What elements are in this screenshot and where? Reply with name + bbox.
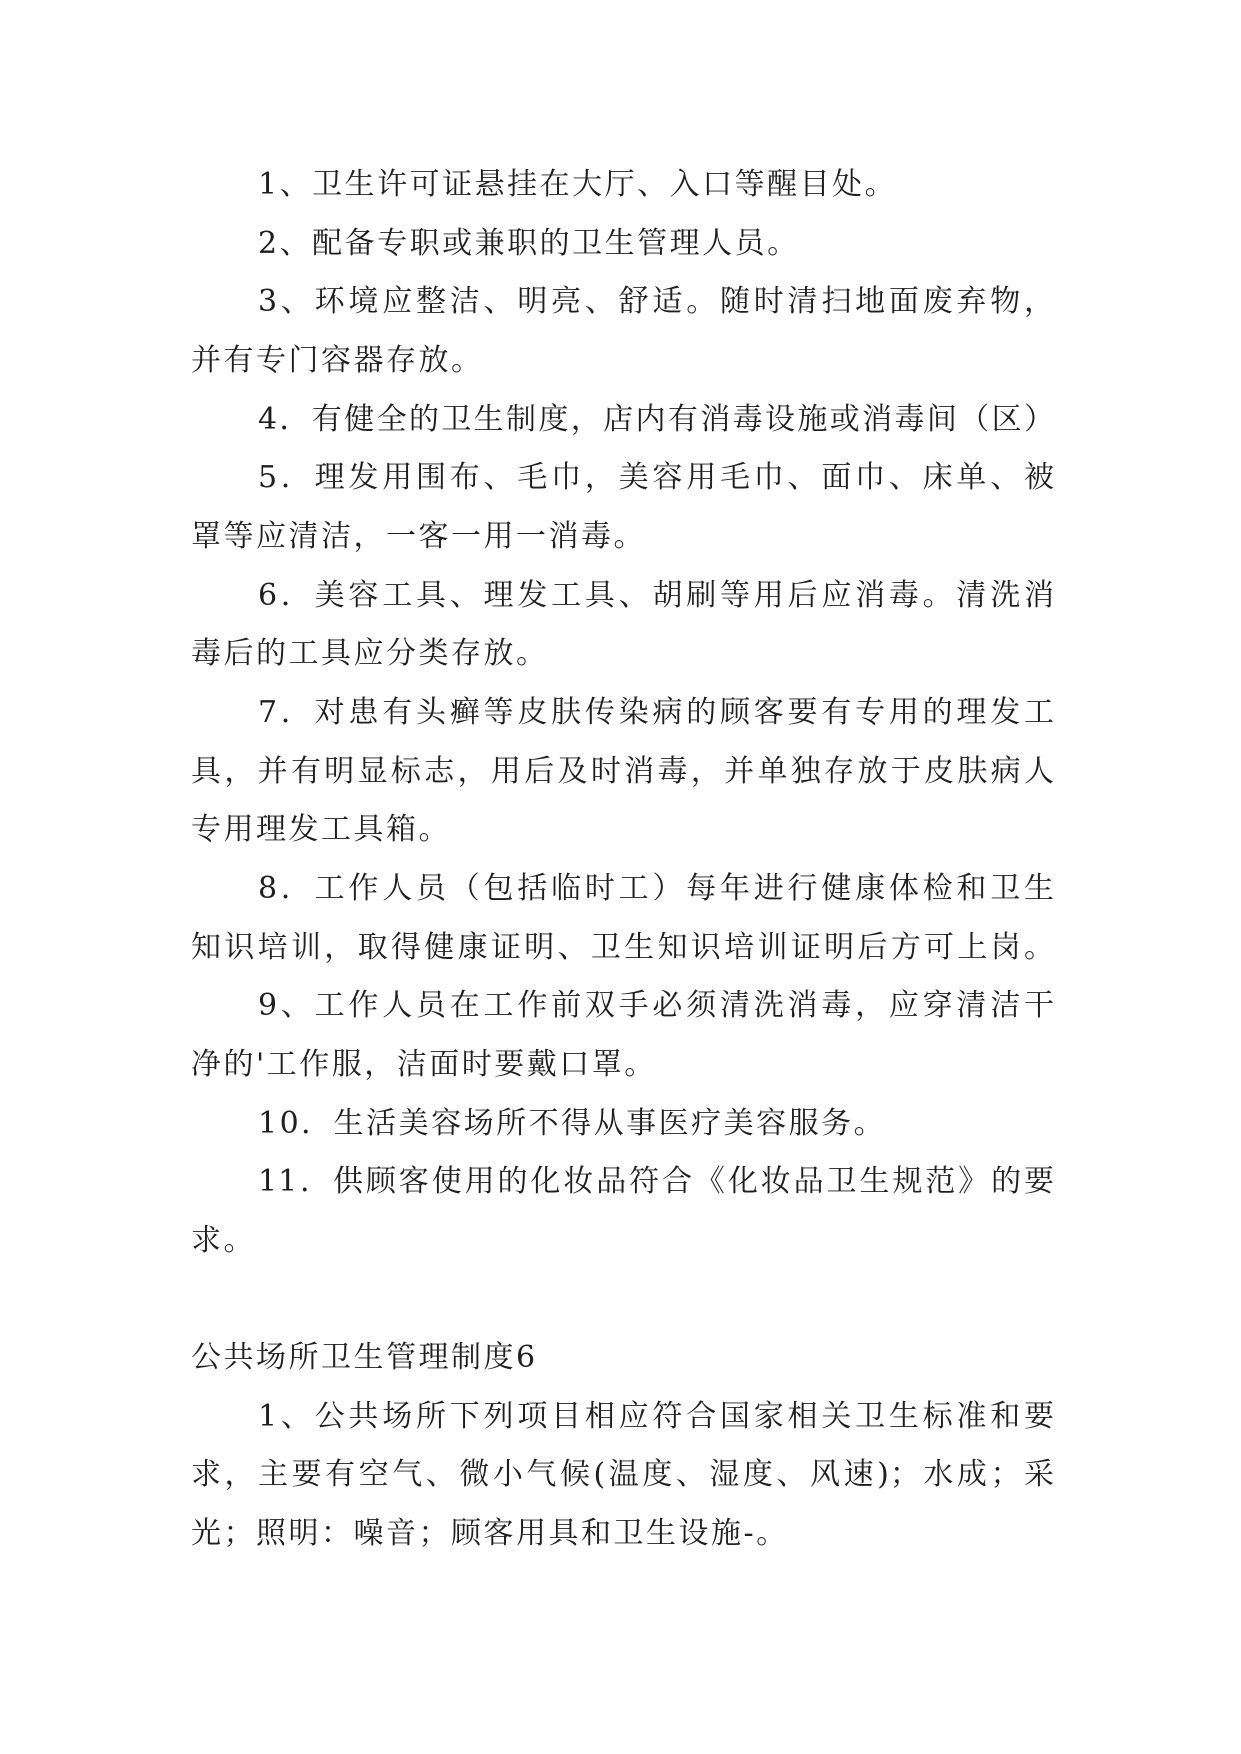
text-line: 2、配备专职或兼职的卫生管理人员。 — [258, 225, 800, 261]
paragraph-3 — [191, 273, 1055, 390]
text-line: 4．有健全的卫生制度，店内有消毒设施或消毒间（区） — [258, 401, 1055, 437]
paragraph-9 — [191, 977, 1055, 1094]
section-paragraph-1 — [191, 1388, 1055, 1564]
paragraph-4 — [191, 391, 1055, 450]
text-line: 并有专门容器存放。 — [191, 342, 484, 378]
text-line: 10．生活美容场所不得从事医疗美容服务。 — [258, 1105, 887, 1141]
text-line: 1、卫生许可证悬挂在大厅、入口等醒目处。 — [258, 167, 898, 202]
paragraph-8 — [191, 860, 1055, 977]
text-line: 8．工作人员（包括临时工）每年进行健康体检和卫生 — [258, 870, 1055, 906]
section-title: 公共场所卫生管理制度6 — [191, 1340, 538, 1376]
text-line: 毒后的工具应分类存放。 — [191, 636, 549, 672]
text-line: 求。 — [191, 1222, 256, 1258]
text-line: 光；照明：噪音；顾客用具和卫生设施-。 — [191, 1516, 789, 1552]
text-line: 5．理发用围布、毛巾，美容用毛巾、面巾、床单、被 — [258, 460, 1055, 496]
text-line: 9、工作人员在工作前双手必须清洗消毒，应穿清洁干 — [258, 988, 1055, 1024]
text-line: 求，主要有空气、微小气候(温度、湿度、风速)；水成；采 — [191, 1457, 1055, 1493]
paragraph-11 — [191, 1153, 1055, 1270]
text-line: 6．美容工具、理发工具、胡刷等用后应消毒。清洗消 — [258, 577, 1055, 613]
text-line: 7．对患有头癣等皮肤传染病的顾客要有专用的理发工 — [258, 694, 1055, 730]
paragraph-1 — [191, 156, 1055, 215]
text-line: 1、公共场所下列项目相应符合国家相关卫生标准和要 — [258, 1398, 1055, 1434]
paragraph-5 — [191, 449, 1055, 566]
text-line: 3、环境应整洁、明亮、舒适。随时清扫地面废弃物， — [258, 284, 1055, 320]
text-line: 11．供顾客使用的化妆品符合《化妆品卫生规范》的要 — [258, 1164, 1055, 1200]
text-line: 净的'工作服，洁面时要戴口罩。 — [191, 1046, 657, 1082]
paragraph-7 — [191, 684, 1055, 860]
document-body — [191, 156, 1055, 1564]
paragraph-6 — [191, 567, 1055, 684]
text-line: 具，并有明显标志，用后及时消毒，并单独存放于皮肤病人 — [191, 753, 1055, 789]
paragraph-10 — [191, 1095, 1055, 1154]
text-line: 知识培训，取得健康证明、卫生知识培训证明后方可上岗。 — [191, 929, 1055, 965]
paragraph-2 — [191, 215, 1055, 274]
text-line: 罩等应清洁，一客一用一消毒。 — [191, 518, 646, 554]
text-line: 专用理发工具箱。 — [191, 812, 451, 848]
